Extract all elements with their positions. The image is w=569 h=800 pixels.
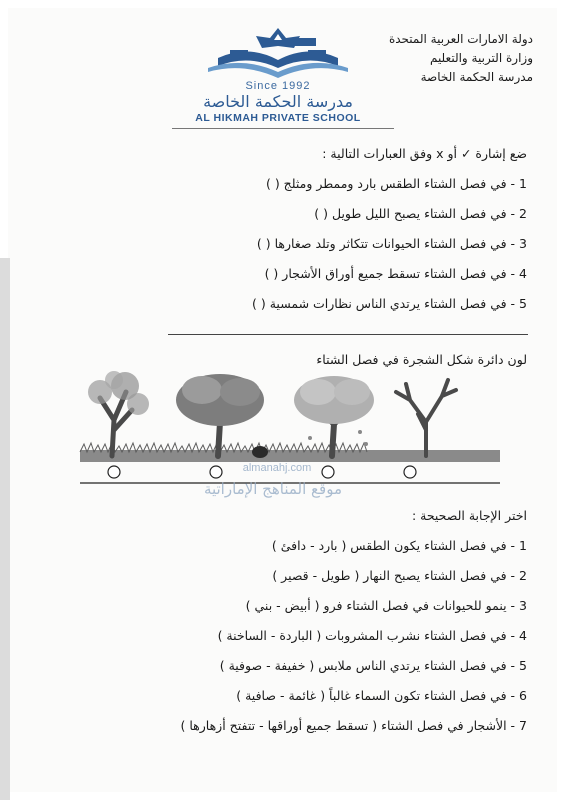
answer-circle-4[interactable] (404, 466, 416, 478)
choice-separator: - (275, 688, 289, 703)
logo-arabic-name: مدرسة الحكمة الخاصة (203, 92, 353, 111)
multiple-choice-item (246, 598, 527, 613)
school-logo (178, 26, 378, 126)
logo-english-name: AL HIKMAH PRIVATE SCHOOL (195, 112, 361, 124)
header-school: مدرسة الحكمة الخاصة (420, 70, 533, 84)
true-false-item: 1 - في فصل الشتاء الطقس بارد وممطر ومثلج ( ) (265, 176, 527, 191)
choice-b[interactable]: صوفية (228, 658, 263, 673)
true-false-item: 5 - في فصل الشتاء يرتدي الناس نظارات شمسية ( ) (252, 296, 527, 311)
question-stem: 4 - في فصل الشتاء نشرب المشروبات ( (312, 628, 527, 643)
multiple-choice-item (218, 628, 527, 643)
choice-b[interactable]: دافئ (280, 538, 307, 553)
question-stem: 7 - الأشجار في فصل الشتاء ( (368, 718, 527, 733)
choice-a[interactable]: تسقط جميع أوراقها (267, 718, 369, 733)
choice-close-paren: ) (180, 718, 190, 733)
choice-a[interactable]: طويل (321, 568, 351, 583)
multiple-choice-item (272, 538, 527, 553)
choice-b[interactable]: صافية (245, 688, 276, 703)
section3-instruction: اختر الإجابة الصحيحة : (411, 508, 527, 523)
choice-close-paren: ) (271, 538, 281, 553)
multiple-choice-item (272, 568, 527, 583)
tree-bare (396, 380, 456, 456)
choice-separator: - (272, 598, 285, 613)
book-logo-icon (178, 26, 378, 82)
choice-b[interactable]: الساخنة (226, 628, 267, 643)
choice-close-paren: ) (245, 598, 255, 613)
question-stem: 2 - في فصل الشتاء يصبح النهار ( (350, 568, 527, 583)
school-header (389, 30, 533, 87)
watermark-arabic: موقع المناهج الإماراتية (203, 480, 342, 498)
tree-falling-leaves (294, 376, 374, 456)
true-false-item: 4 - في فصل الشتاء تسقط جميع أوراق الأشجار ( ) (264, 266, 527, 281)
choice-b[interactable]: تتفتح أزهارها (189, 718, 256, 733)
question-stem: 5 - في فصل الشتاء يرتدي الناس ملابس ( (305, 658, 527, 673)
choice-separator: - (306, 538, 319, 553)
question-stem: 1 - في فصل الشتاء يكون الطقس ( (337, 538, 527, 553)
page-shadow (0, 258, 10, 800)
choice-close-paren: ) (236, 688, 246, 703)
multiple-choice-item (180, 718, 527, 733)
choice-close-paren: ) (272, 568, 282, 583)
choice-b[interactable]: بني (254, 598, 273, 613)
choice-separator: - (262, 658, 275, 673)
choice-separator: - (308, 568, 322, 583)
header-divider (172, 128, 394, 129)
choice-separator: - (255, 718, 268, 733)
question-stem: 3 - ينمو للحيوانات في فصل الشتاء فرو ( (310, 598, 527, 613)
trees-illustration (70, 370, 520, 495)
watermark-latin: almanahj.com (242, 462, 312, 474)
choice-a[interactable]: خفيفة (274, 658, 306, 673)
grass-strip (80, 443, 500, 462)
true-false-item: 2 - في فصل الشتاء يصبح الليل طويل ( ) (314, 206, 527, 221)
answer-circle-1[interactable] (108, 466, 120, 478)
multiple-choice-item (236, 688, 527, 703)
choice-close-paren: ) (217, 628, 227, 643)
choice-b[interactable]: قصير (281, 568, 309, 583)
true-false-item: 3 - في فصل الشتاء الحيوانات تتكاثر وتلد صغارها ( ) (256, 236, 527, 251)
section1-divider (168, 334, 528, 335)
header-ministry: وزارة التربية والتعليم (429, 51, 533, 65)
section2-instruction: لون دائرة شكل الشجرة في فصل الشتاء (316, 352, 527, 367)
choice-separator: - (266, 628, 280, 643)
choice-a[interactable]: الباردة (279, 628, 313, 643)
section1-instruction: ضع إشارة ✓ أو x وفق العبارات التالية : (322, 146, 527, 161)
multiple-choice-item (220, 658, 527, 673)
choice-a[interactable]: أبيض (284, 598, 311, 613)
logo-since: Since 1992 (245, 80, 311, 92)
header-country: دولة الامارات العربية المتحدة (388, 32, 533, 46)
tree-sparse-leaves (88, 371, 149, 456)
choice-a[interactable]: غائمة (288, 688, 317, 703)
choice-a[interactable]: بارد (318, 538, 338, 553)
choice-close-paren: ) (219, 658, 229, 673)
question-stem: 6 - في فصل الشتاء تكون السماء غالباً ( (316, 688, 527, 703)
